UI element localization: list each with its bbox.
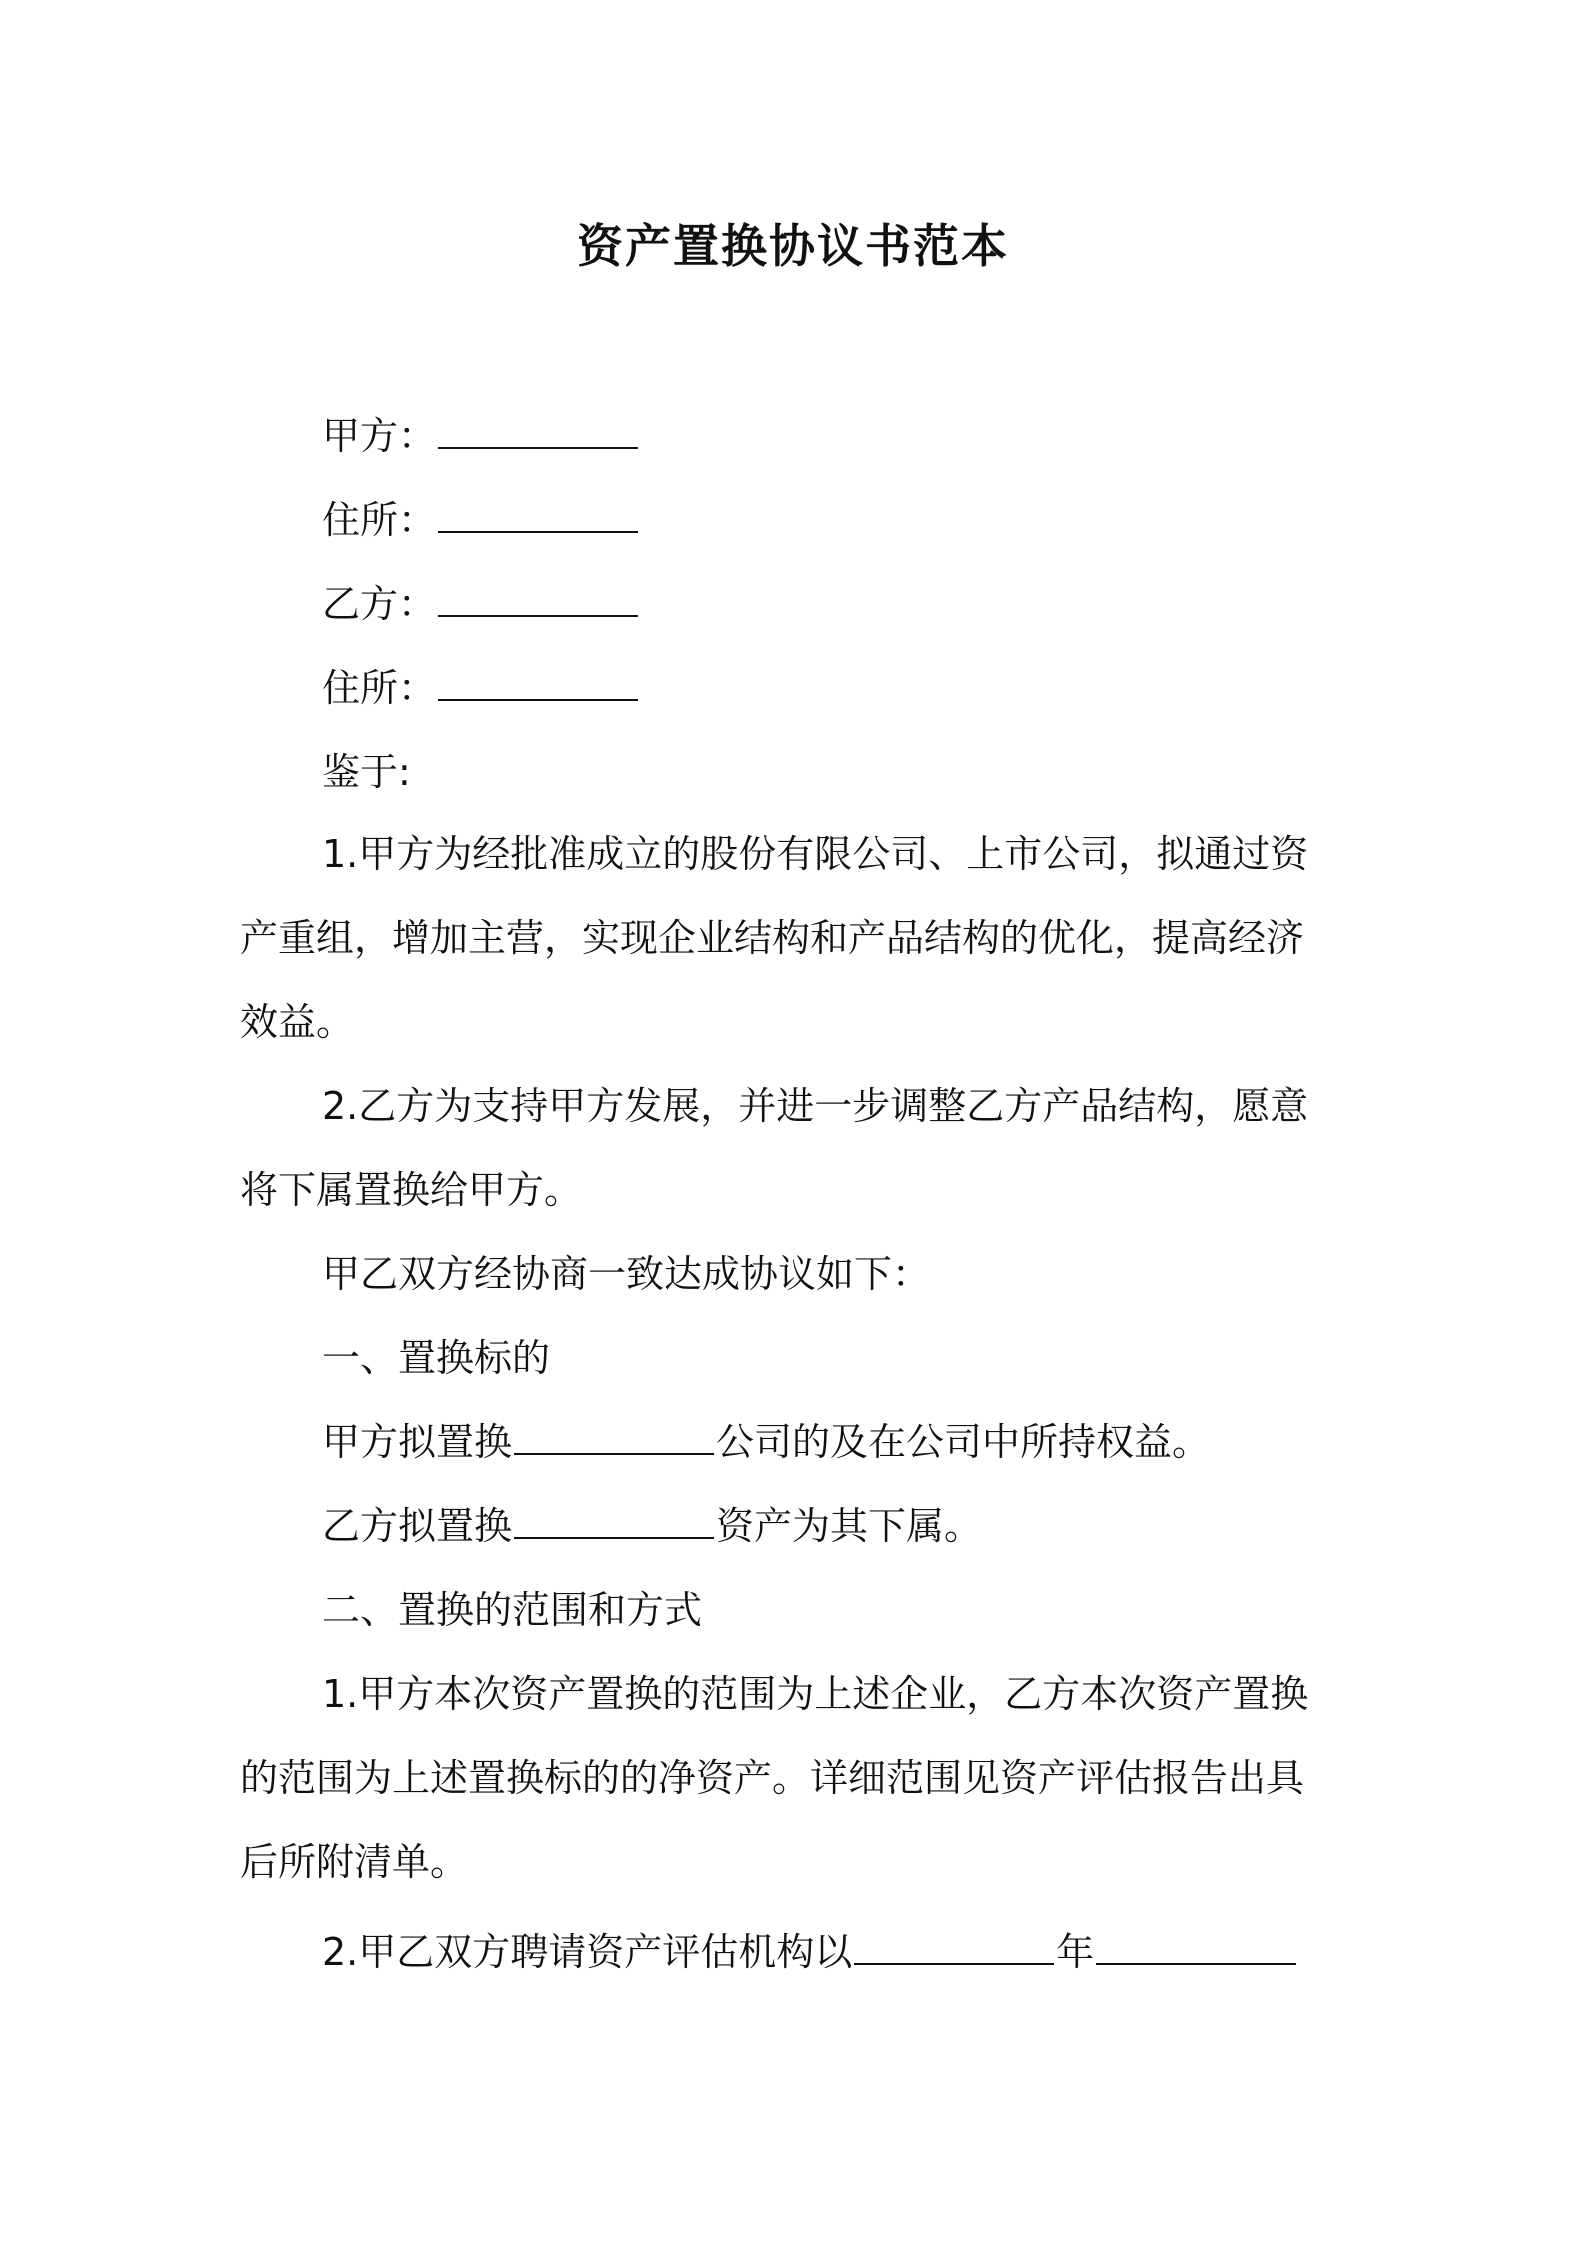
section-1-item-b-blank [514,1503,714,1539]
section-1-item-a-blank [514,1419,714,1455]
party-b-address-label: 住所： [322,666,437,710]
section-2-item-2-middle: 年 [1056,1930,1095,1974]
party-a-address-blank [438,497,638,533]
section-1-item-b-suffix: 资产为其下属。 [716,1504,983,1548]
section-1-heading: 一、置换标的 [322,1336,551,1380]
section-2-item-2-prefix: 2.甲乙双方聘请资产评估机构以 [322,1930,853,1974]
recital-1-line-3: 效益。 [240,1000,355,1044]
party-b-address-line [322,662,640,714]
recital-2-line-1: 2.乙方为支持甲方发展，并进一步调整乙方产品结构，愿意 [322,1084,1309,1128]
section-1-item-a-prefix: 甲方拟置换 [322,1420,513,1464]
section-2-heading: 二、置换的范围和方式 [322,1588,703,1632]
party-a-address-line [322,494,640,546]
recital-2-line-2: 将下属置换给甲方。 [240,1168,583,1212]
section-1-item-a-suffix: 公司的及在公司中所持权益。 [716,1420,1211,1464]
party-a-blank [438,413,638,449]
recital-1-line-1: 1.甲方为经批准成立的股份有限公司、上市公司，拟通过资 [322,832,1309,876]
party-b-address-blank [438,665,638,701]
agreement-intro: 甲乙双方经协商一致达成协议如下： [322,1252,931,1296]
party-a-line [322,410,640,462]
section-2-item-1-line-1: 1.甲方本次资产置换的范围为上述企业，乙方本次资产置换 [322,1672,1309,1716]
section-1-item-b-prefix: 乙方拟置换 [322,1504,513,1548]
party-a-label: 甲方： [322,414,437,458]
section-1-item-b [322,1500,982,1552]
party-b-blank [438,581,638,617]
party-a-address-label: 住所： [322,498,437,542]
section-2-item-2-blank-2 [1096,1929,1296,1965]
section-2-item-2 [322,1926,1298,1978]
document-title: 资产置换协议书范本 [577,219,1009,273]
section-2-item-1-line-3: 后所附清单。 [240,1840,469,1884]
party-b-line [322,578,640,630]
section-1-item-a [322,1416,1210,1468]
section-2-item-1-line-2: 的范围为上述置换标的的净资产。详细范围见资产评估报告出具 [240,1756,1305,1800]
whereas-line: 鉴于: [322,750,411,794]
recital-1-line-2: 产重组，增加主营，实现企业结构和产品结构的优化，提高经济 [240,916,1305,960]
section-2-item-2-blank-1 [854,1929,1054,1965]
party-b-label: 乙方： [322,582,437,626]
